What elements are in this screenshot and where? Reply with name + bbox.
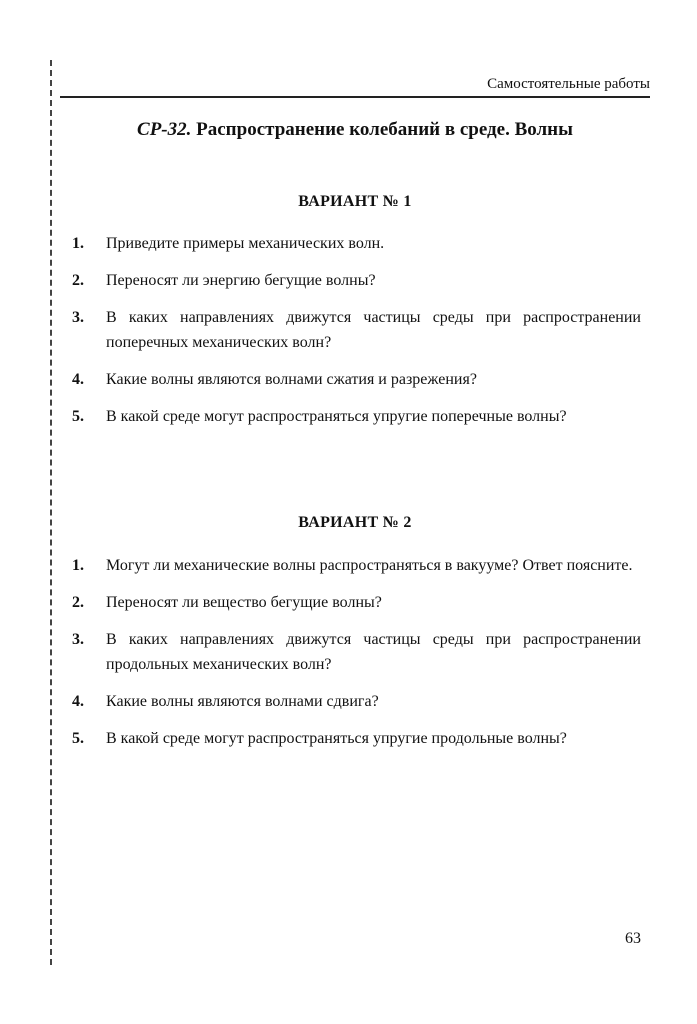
- list-item: [72, 404, 641, 429]
- list-item: [72, 689, 641, 714]
- question-number: 3.: [72, 631, 84, 648]
- work-code: СР-32.: [137, 119, 192, 140]
- list-item: [72, 268, 641, 293]
- variant-1-question-list: [72, 231, 641, 441]
- question-text: В какой среде могут распространяться упругие поперечные волны?: [106, 408, 567, 425]
- list-item: [72, 590, 641, 615]
- question-text: В какой среде могут распространяться упругие продольные волны?: [106, 730, 567, 747]
- page-number: 63: [625, 930, 641, 947]
- variant-2-question-list: [72, 553, 641, 763]
- question-text: Приведите примеры механических волн.: [106, 235, 385, 252]
- question-number: 1.: [72, 235, 84, 252]
- list-item: [72, 726, 641, 751]
- question-number: 5.: [72, 730, 84, 747]
- list-item: [72, 627, 641, 677]
- question-text: Какие волны являются волнами сжатия и разрежения?: [106, 371, 477, 388]
- question-text: Могут ли механические волны распространяться в вакууме? Ответ поясните.: [106, 557, 633, 574]
- question-text: В каких направлениях движутся частицы среды при распространении продольных механических волн?: [106, 631, 641, 673]
- question-text: В каких направлениях движутся частицы среды при распространении поперечных механических волн?: [106, 309, 641, 351]
- question-number: 4.: [72, 371, 84, 388]
- question-number: 5.: [72, 408, 84, 425]
- list-item: [72, 231, 641, 256]
- list-item: [72, 553, 641, 578]
- list-item: [72, 367, 641, 392]
- variant-1-heading: ВАРИАНТ № 1: [298, 193, 412, 210]
- list-item: [72, 305, 641, 355]
- work-title: Распространение колебаний в среде. Волны: [196, 119, 573, 140]
- question-text: Переносят ли энергию бегущие волны?: [106, 272, 376, 289]
- binding-edge-divider: [50, 60, 52, 965]
- question-number: 2.: [72, 272, 84, 289]
- question-number: 2.: [72, 594, 84, 611]
- running-head: [60, 74, 650, 98]
- question-number: 1.: [72, 557, 84, 574]
- page-title: [60, 117, 650, 143]
- question-text: Переносят ли вещество бегущие волны?: [106, 594, 382, 611]
- question-text: Какие волны являются волнами сдвига?: [106, 693, 379, 710]
- variant-2-heading: ВАРИАНТ № 2: [298, 514, 412, 531]
- question-number: 3.: [72, 309, 84, 326]
- question-number: 4.: [72, 693, 84, 710]
- running-head-title: Самостоятельные работы: [487, 76, 650, 92]
